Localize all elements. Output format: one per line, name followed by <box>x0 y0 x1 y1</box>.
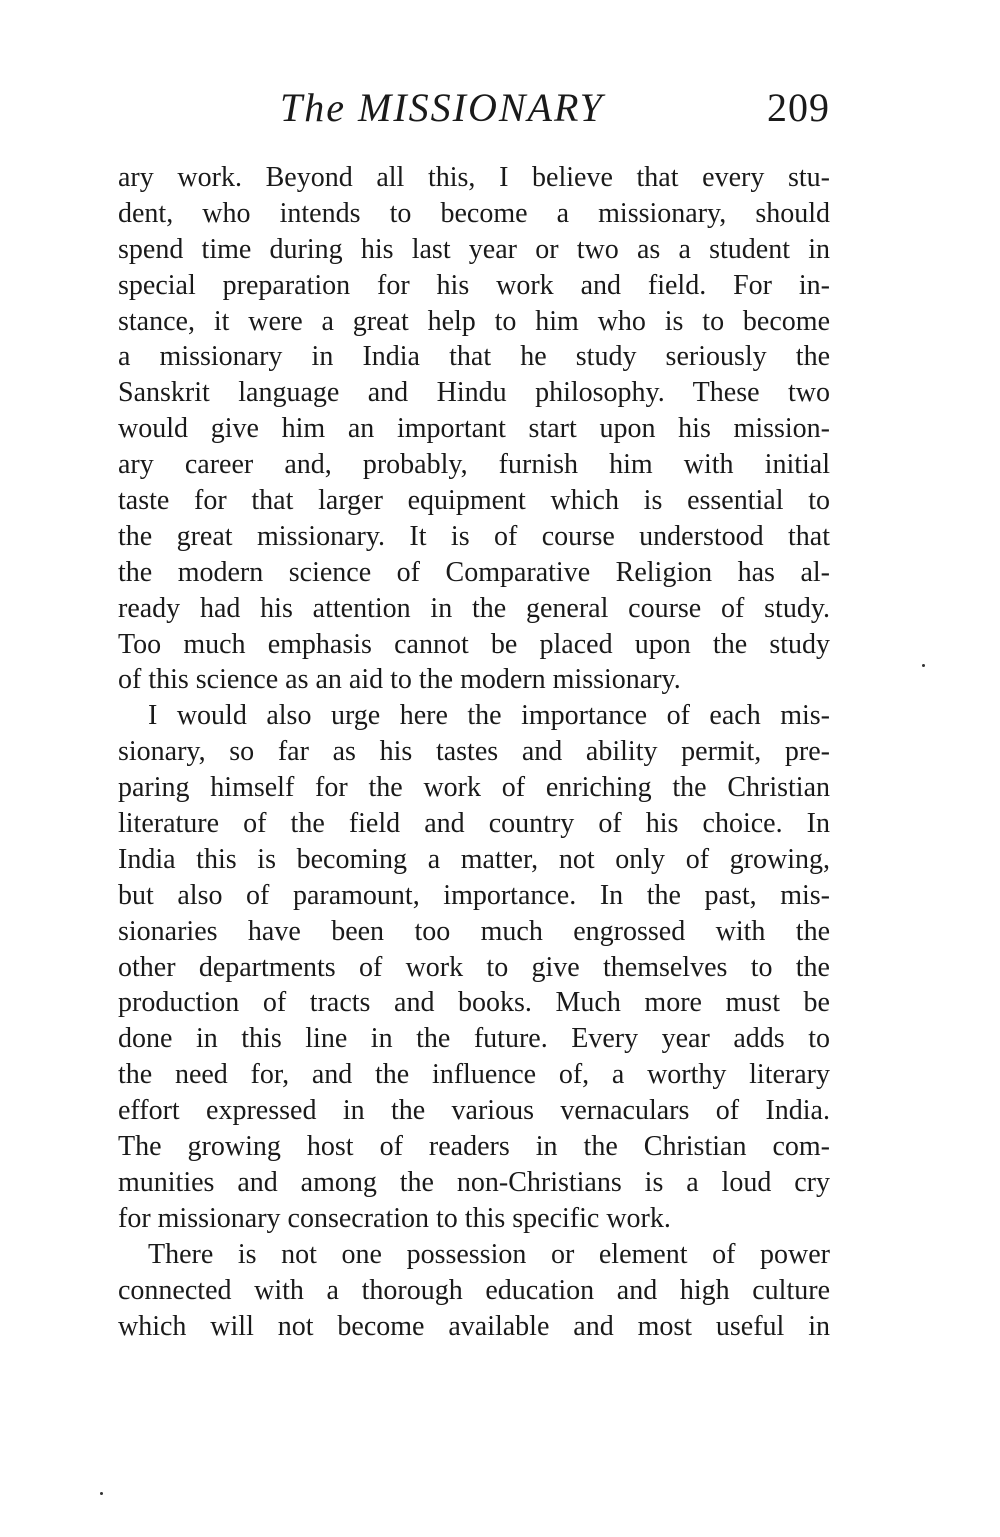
text-line: which will not become available and most useful in <box>118 1310 830 1342</box>
text-line: a missionary in India that he study seriously the <box>118 341 830 373</box>
text-line: dent, who intends to become a missionary, should <box>118 197 830 229</box>
text-line: taste for that larger equipment which is essential to <box>118 485 830 517</box>
text-line: I would also urge here the importance of each mis- <box>148 700 830 732</box>
scan-speck <box>922 664 925 667</box>
text-line: of this science as an aid to the modern missionary. <box>118 664 681 696</box>
text-line: sionary, so far as his tastes and ability permit, pre- <box>118 736 830 768</box>
text-line: ready had his attention in the general course of study. <box>118 592 830 624</box>
running-title: The MISSIONARY <box>280 85 604 130</box>
text-line: paring himself for the work of enriching the Christian <box>118 772 830 804</box>
text-line: for missionary consecration to this specific work. <box>118 1202 671 1234</box>
text-line: spend time during his last year or two as a student in <box>118 233 830 265</box>
text-line: munities and among the non-Christians is a loud cry <box>118 1166 830 1198</box>
paragraph-2 <box>118 698 830 1236</box>
text-line: effort expressed in the various vernaculars of India. <box>118 1095 830 1127</box>
text-line: There is not one possession or element of power <box>148 1238 830 1270</box>
text-line: the great missionary. It is of course understood that <box>118 520 830 552</box>
scan-speck <box>100 1492 103 1495</box>
text-line: but also of paramount, importance. In the past, mis- <box>118 879 830 911</box>
text-line: the need for, and the influence of, a worthy literary <box>118 1059 830 1091</box>
page-number: 209 <box>767 85 830 130</box>
text-line: would give him an important start upon his mission- <box>118 413 830 445</box>
text-line: ary career and, probably, furnish him with initial <box>118 449 830 481</box>
text-line: ary work. Beyond all this, I believe that every stu- <box>118 162 830 193</box>
text-line: sionaries have been too much engrossed with the <box>118 915 830 947</box>
text-line: connected with a thorough education and high culture <box>118 1274 830 1306</box>
text-line: literature of the field and country of his choice. In <box>118 808 830 840</box>
paragraph-1 <box>118 160 830 698</box>
text-line: production of tracts and books. Much more must be <box>118 987 830 1019</box>
text-line: the modern science of Comparative Religion has al- <box>118 556 830 588</box>
text-line: done in this line in the future. Every year adds to <box>118 1023 830 1055</box>
text-line: stance, it were a great help to him who is to become <box>118 305 830 337</box>
running-head <box>118 78 830 138</box>
text-line: special preparation for his work and field. For in- <box>118 269 830 301</box>
text-line: Sanskrit language and Hindu philosophy. These two <box>118 377 830 409</box>
paragraph-3 <box>118 1237 830 1345</box>
body-text <box>118 160 830 1344</box>
text-line: Too much emphasis cannot be placed upon the study <box>118 628 830 660</box>
text-line: India this is becoming a matter, not only of growing, <box>118 843 830 875</box>
text-line: other departments of work to give themselves to the <box>118 951 830 983</box>
text-line: The growing host of readers in the Christian com- <box>118 1131 830 1163</box>
